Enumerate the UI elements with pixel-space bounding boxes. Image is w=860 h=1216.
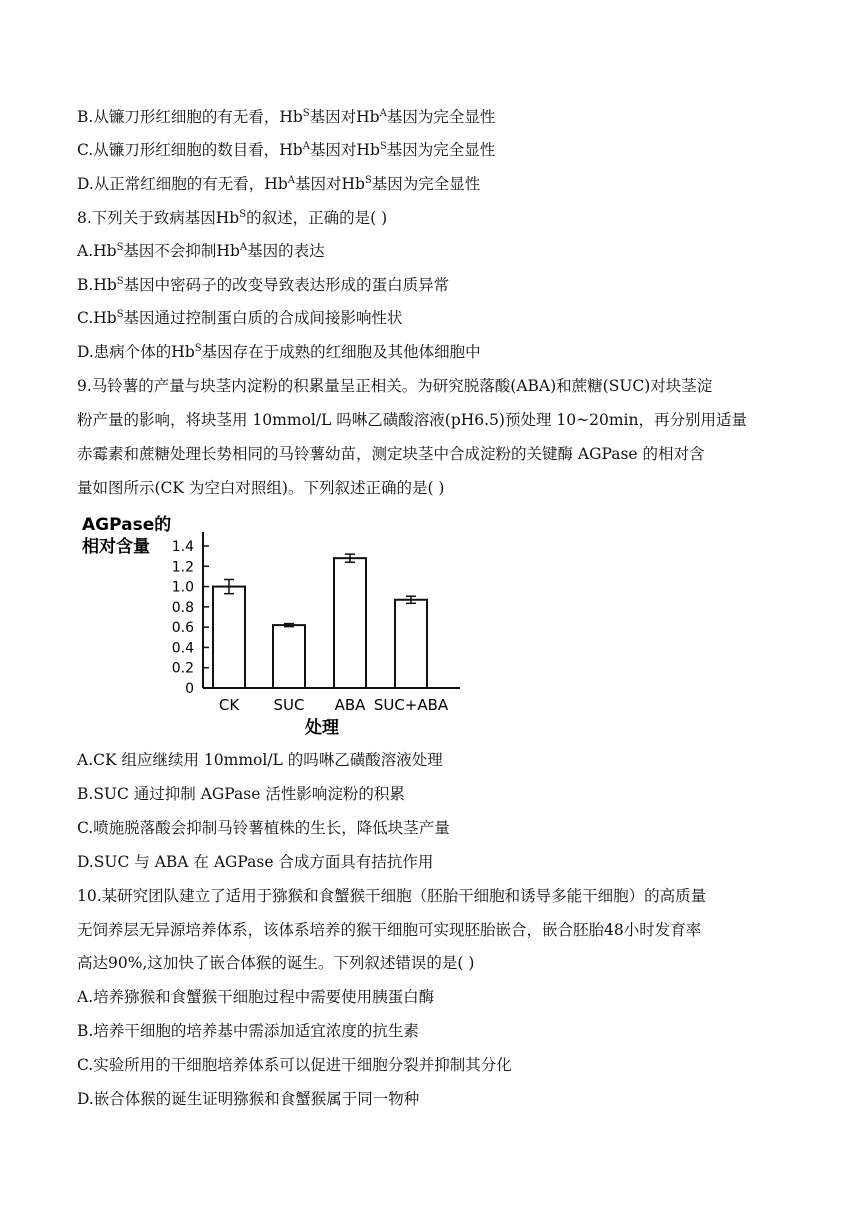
chart-x-ticks (219, 696, 449, 714)
text-line (77, 208, 387, 228)
text-line: C.喷施脱落酸会抑制马铃薯植株的生长，降低块茎产量 (77, 819, 450, 837)
text-line: 高达90%,这加快了嵌合体猴的诞生。下列叙述错误的是( ) (77, 954, 475, 972)
superscript: S (116, 276, 124, 287)
text-segment: D.从正常红细胞的有无看，Hb (77, 175, 288, 193)
text-segment: C.从镰刀形红细胞的数目看，Hb (77, 141, 303, 159)
text-segment: 基因对Hb (294, 175, 365, 193)
superscript: S (239, 209, 247, 220)
superscript: S (116, 242, 124, 253)
text-segment: 基因为完全显性 (371, 175, 481, 193)
chart-bars (213, 554, 427, 688)
text-line: D.SUC 与 ABA 在 AGPase 合成方面具有拮抗作用 (77, 853, 434, 871)
superscript: A (239, 242, 248, 253)
text-segment: 的叙述，正确的是( ) (246, 209, 388, 227)
text-line (77, 275, 449, 295)
text-line (77, 342, 481, 362)
bar-suc-aba (395, 600, 427, 688)
text-segment: 基因通过控制蛋白质的合成间接影响性状 (123, 309, 403, 327)
superscript: S (379, 141, 387, 152)
text-line: B.SUC 通过抑制 AGPase 活性影响淀粉的积累 (77, 785, 405, 803)
superscript: S (116, 309, 124, 320)
text-segment: 量如图所示(CK 为空白对照组)。下列叙述正确的是( ) (77, 479, 445, 497)
text-segment: B.从镰刀形红细胞的有无看，Hb (77, 108, 303, 126)
text-segment: A.Hb (77, 242, 117, 260)
y-tick-label: 1.0 (171, 579, 194, 596)
chart-ylabel-line2: 相对含量 (82, 537, 150, 557)
text-segment: 8.下列关于致病基因Hb (77, 209, 240, 227)
text-segment: 基因对Hb (309, 108, 380, 126)
text-segment: 粉产量的影响，将块茎用 10mmol/L 吗啉乙磺酸溶液(pH6.5)预处理 10~20min，再分别用适量 (77, 411, 747, 429)
superscript: S (364, 175, 372, 186)
text-segment: 基因对Hb (309, 141, 380, 159)
bar-aba (334, 558, 366, 688)
text-segment: 基因的表达 (247, 242, 325, 260)
y-tick-label: 0.8 (171, 599, 194, 616)
chart-xlabel: 处理 (305, 718, 339, 738)
text-line (77, 376, 712, 396)
text-line (77, 478, 444, 498)
y-tick-label: 1.4 (171, 539, 194, 555)
text-line: 无饲养层无异源培养体系，该体系培养的猴干细胞可实现胚胎嵌合，嵌合胚胎48小时发育率 (77, 921, 702, 939)
chart-ylabel-line1: AGPase的 (82, 515, 172, 535)
text-line: B.培养干细胞的培养基中需添加适宜浓度的抗生素 (77, 1022, 419, 1040)
superscript: S (194, 343, 202, 354)
bar-suc (273, 625, 305, 688)
text-line (77, 308, 403, 328)
bar-ck (213, 587, 245, 688)
superscript: A (302, 141, 310, 152)
y-tick-label: 0.6 (171, 620, 194, 637)
y-tick-label: 0.2 (171, 660, 194, 677)
text-line: C.实验所用的干细胞培养体系可以促进干细胞分裂并抑制其分化 (77, 1056, 512, 1074)
text-line (77, 410, 747, 430)
text-segment: 基因中密码子的改变导致表达形成的蛋白质异常 (123, 276, 450, 294)
text-line: 10.某研究团队建立了适用于猕猴和食蟹猴干细胞（胚胎干细胞和诱导多能干细胞）的高质量 (77, 887, 707, 905)
text-line (77, 140, 495, 160)
x-tick-label: SUC+ABA (373, 696, 449, 714)
text-line: D.嵌合体猴的诞生证明猕猴和食蟹猴属于同一物种 (77, 1090, 420, 1108)
text-line (77, 241, 325, 261)
y-tick-label: 1.2 (171, 559, 194, 576)
text-segment: 基因存在于成熟的红细胞及其他体细胞中 (201, 343, 481, 361)
text-segment: 赤霉素和蔗糖处理长势相同的马铃薯幼苗，测定块茎中合成淀粉的关键酶 AGPase 的相对含 (77, 445, 705, 463)
x-tick-label: ABA (334, 696, 366, 714)
text-segment: 基因不会抑制Hb (123, 242, 240, 260)
superscript: A (379, 108, 387, 119)
text-line (77, 174, 480, 194)
text-segment: 9.马铃薯的产量与块茎内淀粉的积累量呈正相关。为研究脱落酸(ABA)和蔗糖(SUC)对块茎淀 (77, 377, 713, 395)
text-segment: C.Hb (77, 309, 117, 327)
agpase-bar-chart (60, 508, 480, 743)
superscript: S (302, 108, 310, 119)
text-line (77, 107, 495, 127)
text-segment: D.患病个体的Hb (77, 343, 195, 361)
text-segment: B.Hb (77, 276, 117, 294)
x-tick-label: CK (218, 696, 240, 714)
y-tick-label: 0 (185, 681, 194, 697)
text-line: A.CK 组应继续用 10mmol/L 的吗啉乙磺酸溶液处理 (77, 751, 443, 769)
text-segment: 基因为完全显性 (386, 108, 496, 126)
text-segment: 基因为完全显性 (386, 141, 496, 159)
text-line: A.培养猕猴和食蟹猴干细胞过程中需要使用胰蛋白酶 (77, 988, 435, 1006)
x-tick-label: SUC (273, 696, 305, 714)
text-line (77, 444, 705, 464)
superscript: A (287, 175, 295, 186)
y-tick-label: 0.4 (171, 640, 194, 657)
